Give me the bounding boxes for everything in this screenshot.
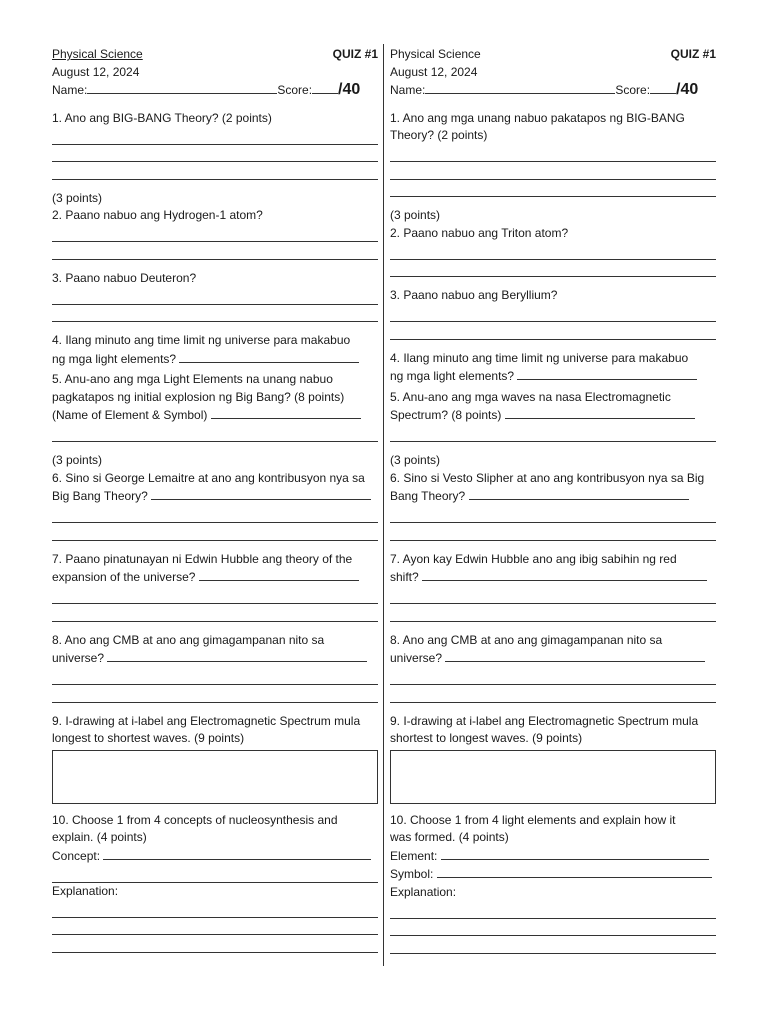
answer-line[interactable] [52,225,378,243]
question-6-cont: Big Bang Theory? [52,489,148,503]
subject-title: Physical Science [52,47,143,61]
quiz-right [390,46,716,954]
quiz-left [52,46,378,953]
answer-line[interactable] [390,936,716,954]
question-4-cont: ng mga light elements? [52,351,177,366]
answer-blank[interactable] [199,568,359,581]
answer-line[interactable] [52,145,378,163]
drawing-box[interactable] [390,750,716,804]
name-label: Name: [390,83,426,97]
answer-line[interactable] [390,322,716,340]
answer-line[interactable] [52,685,378,703]
score-label: Score: [615,83,651,97]
answer-blank[interactable] [505,406,695,419]
question-3: 3. Paano nabuo Deuteron? [52,270,197,285]
answer-line[interactable] [52,287,378,305]
score-blank[interactable] [650,81,676,94]
question-9-cont: shortest to longest waves. (9 points) [390,731,583,745]
question-7: 7. Ayon kay Edwin Hubble ano ang ibig sabihin ng red [390,551,677,566]
answer-blank[interactable] [517,367,697,380]
answer-line[interactable] [390,145,716,163]
question-8-cont: universe? [52,651,105,665]
question-6-cont: Bang Theory? [390,489,466,503]
question-5-cont: Spectrum? (8 points) [390,408,502,422]
answer-line[interactable] [390,587,716,605]
score-total: /40 [676,81,699,98]
question-4-cont: ng mga light elements? [390,369,515,383]
points-note: (3 points) [52,190,103,205]
answer-line[interactable] [52,425,378,443]
question-8-cont: universe? [390,651,443,665]
answer-line[interactable] [390,242,716,260]
answer-line[interactable] [390,668,716,686]
explanation-label: Explanation: [390,884,457,899]
question-9-cont: longest to shortest waves. (9 points) [52,731,245,745]
name-score-row [390,81,716,100]
element-blank[interactable] [441,847,709,860]
answer-blank[interactable] [179,350,359,363]
question-5: 5. Anu-ano ang mga waves na nasa Electromagnetic [390,389,671,404]
question-10-cont: was formed. (4 points) [390,830,509,844]
concept-blank[interactable] [103,847,371,860]
question-10: 10. Choose 1 from 4 light elements and explain how it [390,812,676,827]
answer-line[interactable] [390,305,716,323]
answer-line[interactable] [52,506,378,524]
concept-label: Concept: [52,848,101,863]
answer-blank[interactable] [422,568,707,581]
points-note: (3 points) [52,453,103,467]
answer-line[interactable] [52,900,378,918]
answer-line[interactable] [52,668,378,686]
answer-line[interactable] [52,604,378,622]
question-4: 4. Ilang minuto ang time limit ng universe para makabuo [390,350,689,365]
question-2: 2. Paano nabuo ang Triton atom? [390,225,569,240]
question-6: 6. Sino si George Lemaitre at ano ang kontribusyon nya sa [52,470,365,485]
answer-line[interactable] [52,162,378,180]
question-1: 1. Ano ang BIG-BANG Theory? (2 points) [52,110,272,125]
answer-line[interactable] [52,918,378,936]
question-8: 8. Ano ang CMB at ano ang gimagampanan nito sa [390,632,663,647]
question-5-note: (Name of Element & Symbol) [52,408,208,422]
answer-line[interactable] [390,901,716,919]
question-2: 2. Paano nabuo ang Hydrogen-1 atom? [52,208,263,222]
answer-line[interactable] [390,260,716,278]
header-row [390,46,716,64]
name-blank[interactable] [425,81,615,94]
answer-line[interactable] [390,523,716,541]
points-note: (3 points) [390,208,441,222]
question-6: 6. Sino si Vesto Slipher at ano ang kontribusyon nya sa Big [390,470,705,485]
symbol-label: Symbol: [390,867,434,881]
name-score-row [52,81,378,100]
question-10: 10. Choose 1 from 4 concepts of nucleosynthesis and [52,812,338,827]
points-note: (3 points) [390,453,441,467]
answer-line[interactable] [390,162,716,180]
question-1: 1. Ano ang mga unang nabuo pakatapos ng BIG-BANG [390,110,685,125]
question-10-cont: explain. (4 points) [52,830,147,844]
answer-line[interactable] [390,180,716,198]
answer-line[interactable] [390,425,716,443]
element-label: Element: [390,848,438,863]
question-7-cont: expansion of the universe? [52,570,196,584]
quiz-date: August 12, 2024 [390,64,478,79]
answer-line[interactable] [52,523,378,541]
question-7-cont: shift? [390,570,419,584]
question-5: 5. Anu-ano ang mga Light Elements na unang nabuo [52,372,333,386]
score-total: /40 [338,81,361,98]
question-3: 3. Paano nabuo ang Beryllium? [390,288,558,302]
quiz-number: QUIZ #1 [332,47,378,61]
answer-line[interactable] [52,935,378,953]
score-label: Score: [277,83,313,97]
quiz-date: August 12, 2024 [52,64,140,79]
symbol-blank[interactable] [437,865,712,878]
answer-line[interactable] [52,305,378,323]
answer-line[interactable] [390,506,716,524]
answer-line[interactable] [390,919,716,937]
answer-line[interactable] [52,242,378,260]
question-8: 8. Ano ang CMB at ano ang gimagampanan nito sa [52,632,325,647]
header-row [52,46,378,64]
column-divider [383,44,384,966]
subject-title: Physical Science [390,47,481,61]
answer-blank[interactable] [469,487,689,500]
answer-blank[interactable] [211,406,361,419]
answer-blank[interactable] [107,649,367,662]
quiz-number: QUIZ #1 [670,47,716,61]
question-9: 9. I-drawing at i-label ang Electromagnetic Spectrum mula [52,713,361,728]
answer-blank[interactable] [151,487,371,500]
question-5-cont: pagkatapos ng initial explosion ng Big Bang? (8 points) [52,389,345,404]
question-7: 7. Paano pinatunayan ni Edwin Hubble ang theory of the [52,551,353,566]
question-4: 4. Ilang minuto ang time limit ng universe para makabuo [52,333,351,347]
drawing-box[interactable] [52,750,378,804]
question-9: 9. I-drawing at i-label ang Electromagnetic Spectrum mula [390,713,699,728]
answer-blank[interactable] [445,649,705,662]
name-label: Name: [52,83,88,97]
question-1-cont: Theory? (2 points) [390,128,488,142]
answer-line[interactable] [52,127,378,145]
answer-line[interactable] [52,587,378,605]
answer-line[interactable] [390,685,716,703]
explanation-label: Explanation: [52,883,119,898]
score-blank[interactable] [312,81,338,94]
answer-line[interactable] [52,865,378,883]
answer-line[interactable] [390,604,716,622]
name-blank[interactable] [87,81,277,94]
